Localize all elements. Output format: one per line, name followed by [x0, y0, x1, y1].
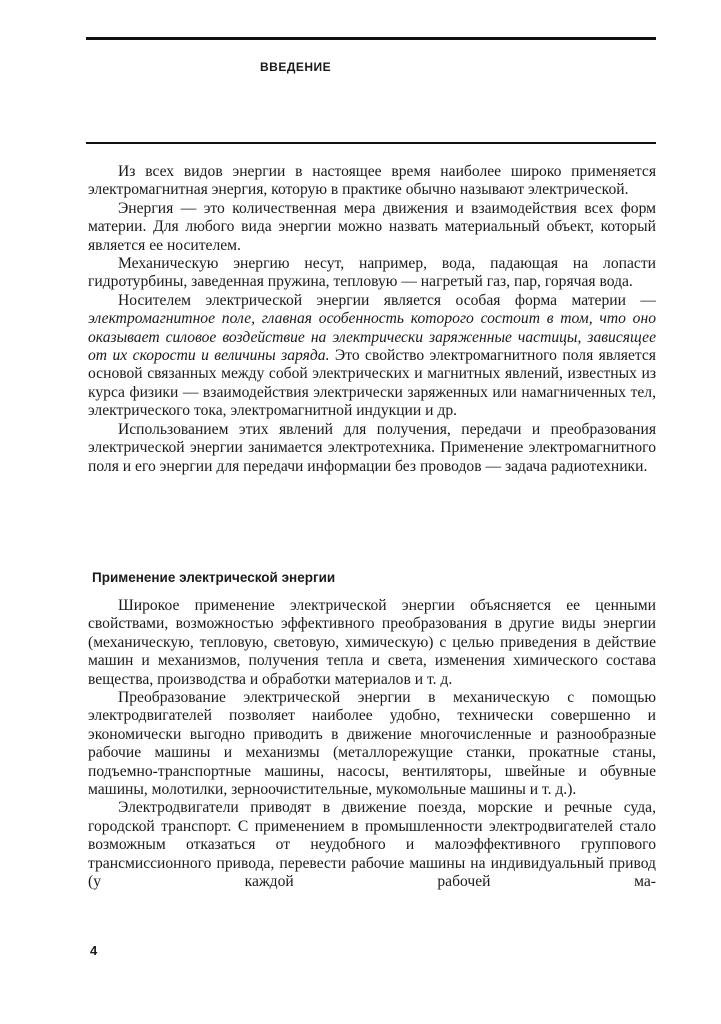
intro-paragraph-4-emphasis: электромагнитное поле, главная особенность которого состоит в том, что оно оказывает силовое воздействие на электрически заряженные частицы, зависящее от их скорости и величины заряда.: [88, 310, 656, 365]
chapter-title: ВВЕДЕНИЕ: [260, 60, 332, 74]
top-rule: [86, 37, 656, 40]
intro-paragraph-2: Энергия — это количественная мера движения и взаимодействия всех форм материи. Для любого вида энергии можно назвать материальный объект, который является ее носителем.: [88, 199, 656, 254]
section-heading: Применение электрической энергии: [92, 570, 336, 585]
intro-paragraph-4: [88, 292, 656, 421]
intro-text: [88, 163, 656, 476]
section-paragraph-1: Широкое применение электрической энергии объясняется ее ценными свойствами, возможностью эффективного преобразования в другие виды энергии (механическую, тепловую, световую, химическую) с целью приведения в действие машин и механизмов, получения тепла и света, изменения химического состава вещества, производства и обработки материалов и т. д.: [88, 597, 656, 688]
header-rule: [86, 142, 656, 144]
section-paragraph-3: Электродвигатели приводят в движение поезда, морские и речные суда, городской транспорт. С применением в промышленности электродвигателей стало возможным отказаться от неудобного и малоэффективного группового трансмиссионного привода, перевести рабочие машины на индивидуальный привод (у каждой рабочей ма-: [88, 799, 656, 891]
page-number: 4: [90, 943, 98, 958]
section-text: [88, 597, 656, 892]
section-paragraph-2: Преобразование электрической энергии в механическую с помощью электродвигателей позволяет наиболее удобно, технически совершенно и экономически выгодно приводить в движение многочисленные и разнообразные рабочие машины и механизмы (металлорежущие станки, прокатные станы, подъемно-транспортные машины, насосы, вентиляторы, швейные и обувные машины, молотилки, зерноочистительные, мукомольные машины и т. д.).: [88, 689, 656, 799]
intro-paragraph-4-end: Это свойство электромагнитного поля является основой связанных между собой электрических и магнитных явлений, известных из курса физики — взаимодействия электрически заряженных или намагниченных тел, электрического тока, электромагнитной индукции и др.: [88, 347, 656, 420]
intro-paragraph-3: Механическую энергию несут, например, вода, падающая на лопасти гидротурбины, заведенная пружина, тепловую — нагретый газ, пар, горячая вода.: [88, 255, 656, 291]
intro-paragraph-5: Использованием этих явлений для получения, передачи и преобразования электрической энергии занимается электротехника. Применение электромагнитного поля и его энергии для передачи информации без проводов — задача радиотехники.: [88, 420, 656, 475]
intro-paragraph-1: Из всех видов энергии в настоящее время наиболее широко применяется электромагнитная энергия, которую в практике обычно называют электрической.: [88, 163, 656, 199]
intro-paragraph-4-start: Носителем электрической энергии является особая форма материи —: [118, 291, 656, 309]
